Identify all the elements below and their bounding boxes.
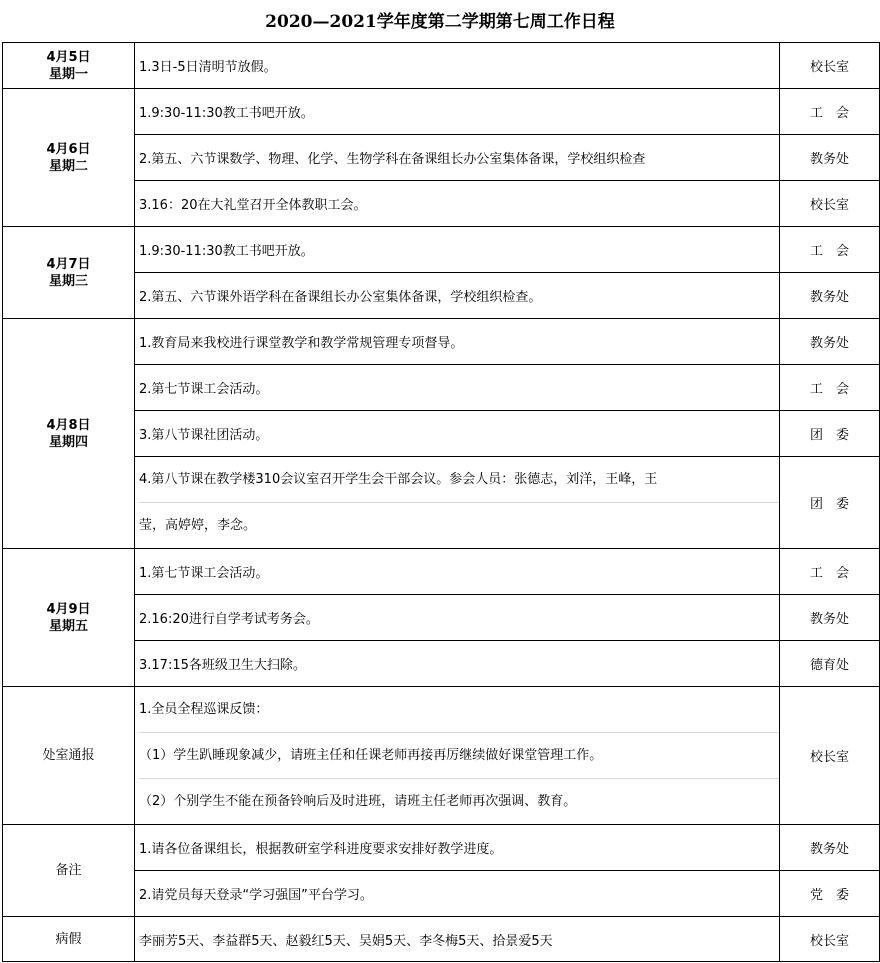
department-cell: 团 委 bbox=[780, 457, 880, 549]
notice-line: 1.全员全程巡课反馈： bbox=[139, 702, 269, 717]
table-row bbox=[3, 825, 880, 871]
day-cell-thu bbox=[3, 319, 135, 549]
schedule-item: 1.教育局来我校进行课堂教学和教学常规管理专项督导。 bbox=[135, 319, 780, 365]
department-cell: 教务处 bbox=[780, 595, 880, 641]
sick-leave-label: 病假 bbox=[3, 917, 135, 962]
date-label: 4月9日 bbox=[46, 601, 91, 617]
table-row bbox=[3, 181, 880, 227]
date-label: 4月7日 bbox=[46, 256, 91, 272]
table-row bbox=[3, 411, 880, 457]
day-cell-mon bbox=[3, 43, 135, 89]
day-cell-tue bbox=[3, 89, 135, 227]
schedule-item: 1.9:30-11:30教工书吧开放。 bbox=[135, 227, 780, 273]
schedule-item: 2.第七节课工会活动。 bbox=[135, 365, 780, 411]
day-cell-fri bbox=[3, 549, 135, 687]
table-row bbox=[3, 319, 880, 365]
schedule-item-line: 莹，高婷婷，李念。 bbox=[139, 502, 779, 548]
schedule-item: 3.第八节课社团活动。 bbox=[135, 411, 780, 457]
department-cell: 校长室 bbox=[780, 687, 880, 825]
table-row bbox=[3, 595, 880, 641]
department-cell: 教务处 bbox=[780, 319, 880, 365]
weekday-label: 星期四 bbox=[48, 434, 88, 450]
department-cell: 工 会 bbox=[780, 549, 880, 595]
table-row bbox=[3, 871, 880, 917]
notice-line: （2）个别学生不能在预备铃响后及时进班，请班主任老师再次强调、教育。 bbox=[139, 778, 779, 824]
schedule-item-line: 4.第八节课在教学楼310会议室召开学生会干部会议。参会人员：张德志，刘洋，王峰，王 bbox=[139, 472, 658, 487]
weekday-label: 星期三 bbox=[48, 273, 88, 289]
department-cell: 教务处 bbox=[780, 135, 880, 181]
table-row bbox=[3, 687, 880, 825]
weekday-label: 星期二 bbox=[48, 158, 88, 174]
notice-content bbox=[135, 687, 780, 825]
table-row bbox=[3, 43, 880, 89]
date-label: 4月5日 bbox=[46, 49, 91, 65]
schedule-table bbox=[2, 42, 880, 962]
table-row bbox=[3, 135, 880, 181]
schedule-item: 3.16：20在大礼堂召开全体教职工会。 bbox=[135, 181, 780, 227]
schedule-item: 1.9:30-11:30教工书吧开放。 bbox=[135, 89, 780, 135]
date-label: 4月8日 bbox=[46, 417, 91, 433]
schedule-item: 2.第五、六节课数学、物理、化学、生物学科在备课组长办公室集体备课，学校组织检查 bbox=[135, 135, 780, 181]
department-cell: 校长室 bbox=[780, 181, 880, 227]
table-row bbox=[3, 227, 880, 273]
schedule-item: 1.第七节课工会活动。 bbox=[135, 549, 780, 595]
table-row bbox=[3, 89, 880, 135]
department-cell: 工 会 bbox=[780, 89, 880, 135]
remarks-label: 备注 bbox=[3, 825, 135, 917]
department-cell: 教务处 bbox=[780, 273, 880, 319]
schedule-item: 1.3日-5日清明节放假。 bbox=[135, 43, 780, 89]
department-cell: 团 委 bbox=[780, 411, 880, 457]
department-cell: 工 会 bbox=[780, 365, 880, 411]
weekday-label: 星期五 bbox=[48, 618, 88, 634]
notice-label: 处室通报 bbox=[3, 687, 135, 825]
day-cell-wed bbox=[3, 227, 135, 319]
schedule-item: 2.第五、六节课外语学科在备课组长办公室集体备课，学校组织检查。 bbox=[135, 273, 780, 319]
notice-line: （1）学生趴睡现象减少，请班主任和任课老师再接再厉继续做好课堂管理工作。 bbox=[139, 732, 779, 778]
department-cell: 校长室 bbox=[780, 43, 880, 89]
weekday-label: 星期一 bbox=[48, 66, 88, 82]
sick-leave-list: 李丽芳5天、李益群5天、赵毅红5天、吴娟5天、李冬梅5天、拾景爱5天 bbox=[135, 917, 780, 962]
table-row bbox=[3, 457, 880, 549]
table-row bbox=[3, 273, 880, 319]
department-cell: 校长室 bbox=[780, 917, 880, 962]
table-row bbox=[3, 641, 880, 687]
department-cell: 教务处 bbox=[780, 825, 880, 871]
department-cell: 党 委 bbox=[780, 871, 880, 917]
remark-item: 2.请党员每天登录“学习强国”平台学习。 bbox=[135, 871, 780, 917]
page-title: 2020—2021学年度第二学期第七周工作日程 bbox=[265, 12, 615, 32]
department-cell: 工 会 bbox=[780, 227, 880, 273]
department-cell: 德育处 bbox=[780, 641, 880, 687]
schedule-item: 3.17:15各班级卫生大扫除。 bbox=[135, 641, 780, 687]
table-row bbox=[3, 917, 880, 962]
table-row bbox=[3, 549, 880, 595]
date-label: 4月6日 bbox=[46, 141, 91, 157]
schedule-item: 2.16:20进行自学考试考务会。 bbox=[135, 595, 780, 641]
table-row bbox=[3, 365, 880, 411]
remark-item: 1.请各位备课组长，根据教研室学科进度要求安排好教学进度。 bbox=[135, 825, 780, 871]
schedule-item-multiline bbox=[135, 457, 780, 549]
